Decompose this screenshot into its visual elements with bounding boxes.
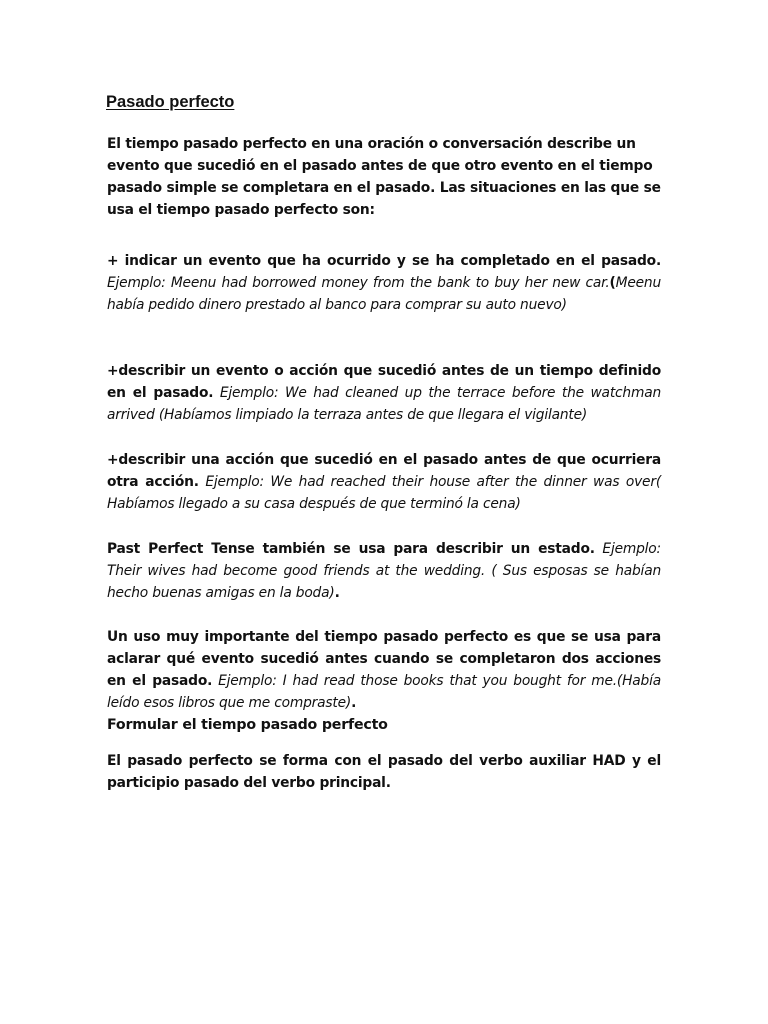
page-title: Pasado perfecto xyxy=(106,93,235,111)
use-paragraph-2 xyxy=(107,360,661,426)
formation-paragraph: El pasado perfecto se forma con el pasado del verbo auxiliar HAD y el participio pasado del verbo principal. xyxy=(107,753,661,791)
use-5-text: Un uso muy importante del tiempo pasado perfecto es que se usa para aclarar qué evento sucedió antes cuando se completaron dos acciones en el pasado. xyxy=(107,629,661,689)
use-1-text: + indicar un evento que ha ocurrido y se ha completado en el pasado. xyxy=(107,253,661,269)
use-1-translation: Meenu había pedido dinero prestado al banco para comprar su auto nuevo) xyxy=(107,275,661,313)
use-5-period: . xyxy=(351,695,357,711)
use-3-text: +describir una acción que sucedió en el pasado antes de que ocurriera otra acción. xyxy=(107,452,661,490)
use-4-example: Ejemplo: Their wives had become good friends at the wedding. ( Sus esposas se habían hecho buenas amigas en la boda) xyxy=(107,541,661,601)
use-1-paren: ( xyxy=(609,275,616,291)
use-2-text: +describir un evento o acción que sucedió antes de un tiempo definido en el pasado. xyxy=(107,363,661,401)
section-heading: Formular el tiempo pasado perfecto xyxy=(107,717,388,733)
use-3-example: Ejemplo: We had reached their house after the dinner was over( Habíamos llegado a su casa después de que terminó la cena) xyxy=(107,474,662,512)
intro-paragraph: El tiempo pasado perfecto en una oración o conversación describe un evento que sucedió en el pasado antes de que otro evento en el tiempo pasado simple se completara en el pasado. Las situaciones en las que se usa el tiempo pasado perfecto son: xyxy=(107,136,661,218)
use-paragraph-4 xyxy=(107,538,661,604)
use-paragraph-5 xyxy=(107,626,661,714)
use-2-example: Ejemplo: We had cleaned up the terrace before the watchman arrived (Habíamos limpiado la terraza antes de que llegara el vigilante) xyxy=(107,385,661,423)
use-paragraph-1 xyxy=(107,250,661,316)
use-1-example: Ejemplo: Meenu had borrowed money from the bank to buy her new car. xyxy=(107,275,610,291)
use-4-text: Past Perfect Tense también se usa para describir un estado. xyxy=(107,541,595,557)
use-paragraph-3 xyxy=(107,449,661,515)
use-5-example: Ejemplo: I had read those books that you bought for me.(Había leído esos libros que me compraste) xyxy=(107,673,661,711)
use-4-period: . xyxy=(334,585,340,601)
